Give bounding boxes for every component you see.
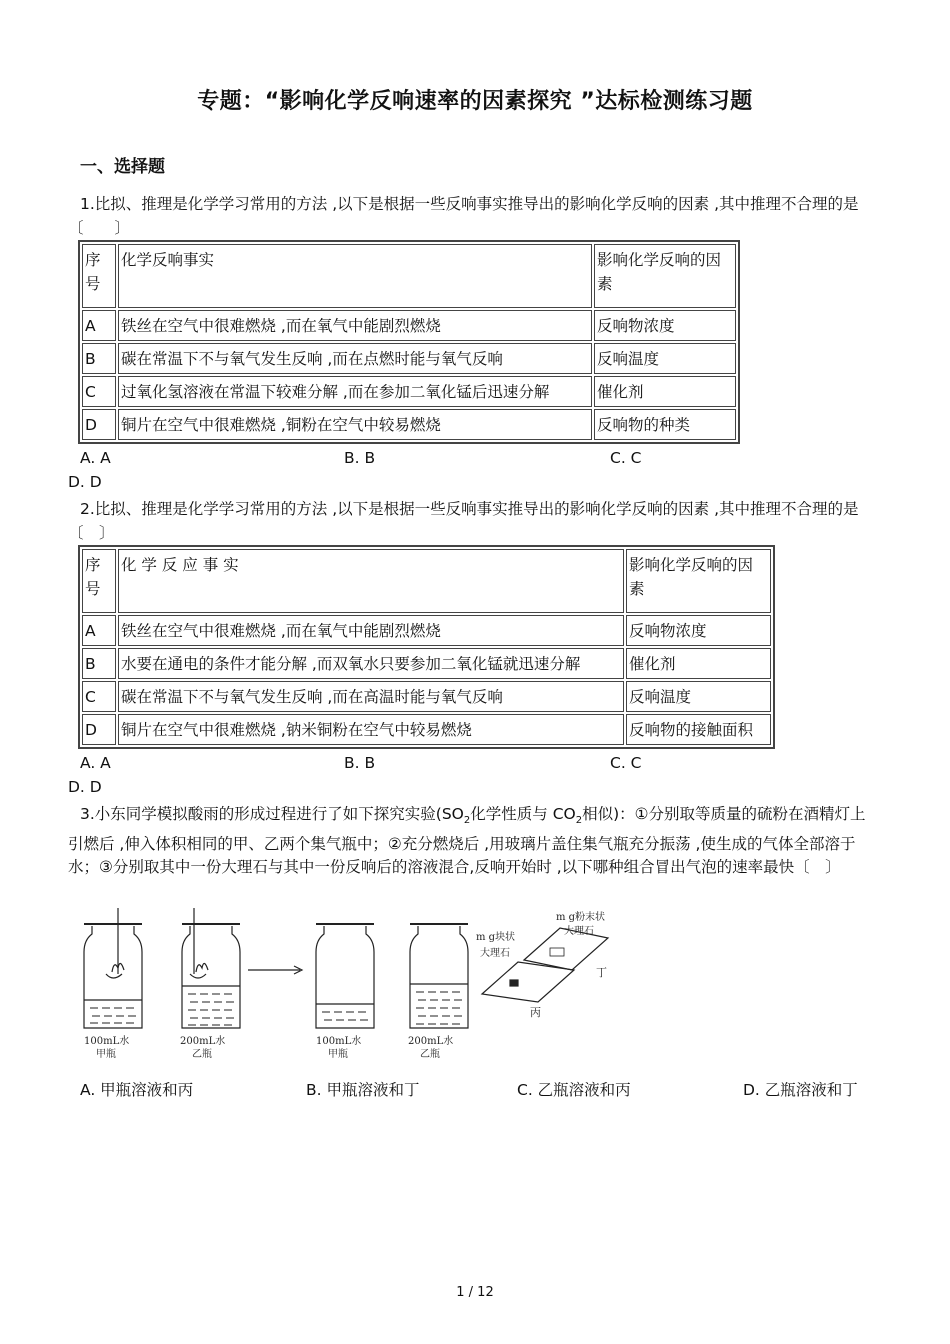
page-number: 1 / 12 xyxy=(456,1285,494,1300)
page-title: 专题：“影响化学反响速率的因素探究 ”达标检测练习题 xyxy=(197,89,753,114)
block-label-2: 大理石 xyxy=(480,948,510,959)
q2-option-a[interactable]: A. A xyxy=(80,754,111,772)
q1-option-b[interactable]: B. B xyxy=(344,449,376,467)
q1-row-d-fact: 铜片在空气中很难燃烧 ,铜粉在空气中较易燃烧 xyxy=(118,409,592,440)
q1-header-fact: 化学反响事实 xyxy=(118,244,592,308)
q2-header-no: 序号 xyxy=(82,549,116,613)
q3-option-a[interactable]: A. 甲瓶溶液和丙 xyxy=(80,1081,194,1099)
q2-row-b-no: B xyxy=(82,648,116,679)
q2-header-fact: 化 学 反 应 事 实 xyxy=(118,549,624,613)
experiment-figure xyxy=(78,908,618,1058)
q1-table xyxy=(78,240,740,444)
q2-option-d[interactable]: D. D xyxy=(68,778,102,796)
q1-row-c-factor: 催化剂 xyxy=(594,376,736,407)
q1-row-b-no: B xyxy=(82,343,116,374)
section-heading: 一、选择题 xyxy=(80,157,165,177)
q2-row-a-factor: 反响物浓度 xyxy=(626,615,771,646)
bottle-1-name: 甲瓶 xyxy=(96,1049,116,1058)
q2-row-b-fact: 水要在通电的条件才能分解 ,而双氧水只要参加二氧化锰就迅速分解 xyxy=(118,648,624,679)
q1-row-d-no: D xyxy=(82,409,116,440)
q2-row-c-fact: 碳在常温下不与氧气发生反响 ,而在高温时能与氧气反响 xyxy=(118,681,624,712)
q3-option-b[interactable]: B. 甲瓶溶液和丁 xyxy=(306,1081,420,1099)
powder-label: m g粉末状 xyxy=(556,912,606,923)
label-ding: 丁 xyxy=(596,966,607,979)
bottle-3-name: 甲瓶 xyxy=(328,1049,348,1058)
q2-row-b-factor: 催化剂 xyxy=(626,648,771,679)
q2-option-b[interactable]: B. B xyxy=(344,754,376,772)
bottle-yi-burning xyxy=(182,908,240,1028)
arrow-icon xyxy=(248,966,302,974)
q1-option-c[interactable]: C. C xyxy=(610,449,642,467)
q2-table xyxy=(78,545,775,749)
q2-row-c-factor: 反响温度 xyxy=(626,681,771,712)
bottle-jia-burning xyxy=(84,908,142,1028)
q1-row-a-fact: 铁丝在空气中很难燃烧 ,而在氧气中能剧烈燃烧 xyxy=(118,310,592,341)
q1-row-c-fact: 过氧化氢溶液在常温下较难分解 ,而在参加二氧化锰后迅速分解 xyxy=(118,376,592,407)
q2-row-d-factor: 反响物的接触面积 xyxy=(626,714,771,745)
q2-row-a-no: A xyxy=(82,615,116,646)
q2-row-d-fact: 铜片在空气中很难燃烧 ,钠米铜粉在空气中较易燃烧 xyxy=(118,714,624,745)
q1-row-b-fact: 碳在常温下不与氧气发生反响 ,而在点燃时能与氧气反响 xyxy=(118,343,592,374)
q3-option-c[interactable]: C. 乙瓶溶液和丙 xyxy=(517,1081,631,1099)
q2-stem: 2.比拟、推理是化学学习常用的方法 ,以下是根据一些反响事实推导出的影响化学反响的因素 ,其中推理不合理的是〔 〕 xyxy=(68,500,859,542)
q1-row-d-factor: 反响物的种类 xyxy=(594,409,736,440)
bottle-4-vol: 200mL水 xyxy=(408,1036,454,1047)
powder-label-2: 大理石 xyxy=(564,926,594,937)
block-label: m g块状 xyxy=(476,932,516,943)
q1-row-a-factor: 反响物浓度 xyxy=(594,310,736,341)
bottle-2-vol: 200mL水 xyxy=(180,1036,226,1047)
bottle-1-vol: 100mL水 xyxy=(84,1036,130,1047)
q3-stem: 3.小东同学模拟酸雨的形成过程进行了如下探究实验($SO_2$化学性质与 $CO_2$相似)：①分别取等质量的硫粉在酒精灯上引燃后 ,伸入体积相同的甲、乙两个集气瓶中；②充分燃烧后 ,用玻璃片盖住集气瓶充分振荡 ,使生成的气体全部溶于水；③分别取其中一份大理石与其中一份反响后的溶液混合,反响开始时 ,以下哪种组合冒出气泡的速率最快〔 〕 xyxy=(68,805,866,877)
bottle-3-vol: 100mL水 xyxy=(316,1036,362,1047)
q1-option-a[interactable]: A. A xyxy=(80,449,111,467)
bottle-4-name: 乙瓶 xyxy=(420,1049,440,1058)
q2-row-a-fact: 铁丝在空气中很难燃烧 ,而在氧气中能剧烈燃烧 xyxy=(118,615,624,646)
bottle-2-name: 乙瓶 xyxy=(192,1049,212,1058)
q2-option-c[interactable]: C. C xyxy=(610,754,642,772)
q1-header-no: 序号 xyxy=(82,244,116,308)
q2-header-factor: 影响化学反响的因素 xyxy=(626,549,771,613)
q1-stem: 1.比拟、推理是化学学习常用的方法 ,以下是根据一些反响事实推导出的影响化学反响的因素 ,其中推理不合理的是〔 〕 xyxy=(68,195,859,237)
q1-option-d[interactable]: D. D xyxy=(68,473,102,491)
bottle-jia-covered xyxy=(316,924,374,1028)
q2-row-c-no: C xyxy=(82,681,116,712)
label-bing: 丙 xyxy=(530,1006,541,1019)
q3-option-d[interactable]: D. 乙瓶溶液和丁 xyxy=(743,1081,858,1099)
q1-header-factor: 影响化学反响的因素 xyxy=(594,244,736,308)
bottle-yi-covered xyxy=(410,924,468,1028)
q2-row-d-no: D xyxy=(82,714,116,745)
q1-row-c-no: C xyxy=(82,376,116,407)
q1-row-b-factor: 反响温度 xyxy=(594,343,736,374)
q1-row-a-no: A xyxy=(82,310,116,341)
